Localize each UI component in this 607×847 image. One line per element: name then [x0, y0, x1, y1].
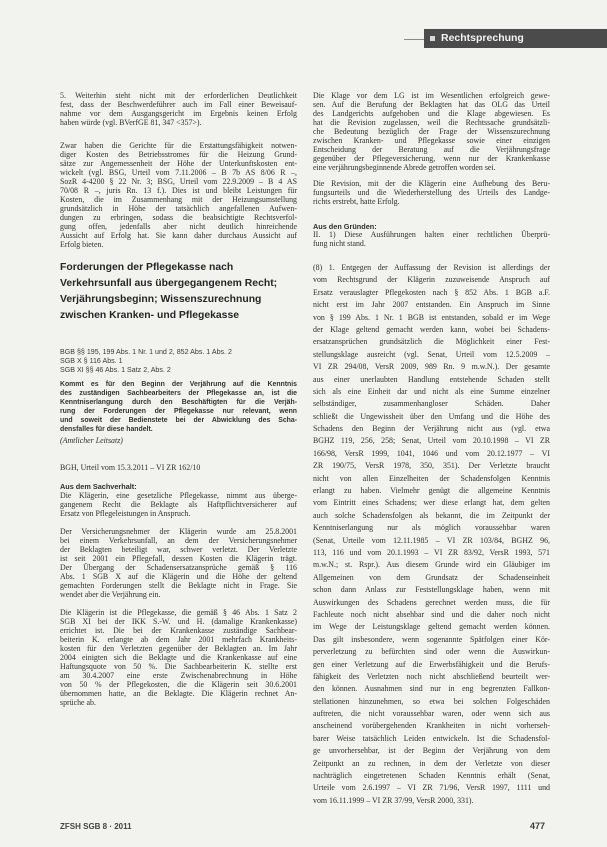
- paragraph-line: Zwar haben die Gerichte für die Erstattungsfähigkeit notwen-: [60, 141, 297, 150]
- section-title: Rechtsprechung: [441, 32, 524, 44]
- paragraph-line: Haftungsquote von 50 %. Die Sachbearbeiterin K. stellte erst: [60, 662, 297, 671]
- heading-line: Forderungen der Pflegekasse nach: [60, 262, 234, 273]
- paragraph-line: von 50 % der Pflegekosten, die die Klägerin seit 30.6.2001: [60, 680, 297, 689]
- paragraph-line: hat die Revision zugelassen, weil die Rechtssache grundsätzli-: [313, 118, 550, 127]
- paragraph-line: Das gilt insbesondere, wenn sogenannte Spätfolgen einer Kör-: [313, 634, 550, 644]
- paragraph-line: nicht erst im Jahr 2007 entstanden. Ein Anspruch im Sinne: [313, 300, 550, 310]
- paragraph-line: auch solche Schadensfolgen als bekannt, die im Zeitpunkt der: [313, 510, 550, 520]
- paragraph-line: der Beklagten beteiligt war, schwer verletzt. Der Verletzte: [60, 545, 297, 554]
- headnote-line: densfalles für diese handelt.: [60, 426, 153, 433]
- paragraph-line: schließt die Ungewissheit über den Umfang und die Höhe des: [313, 411, 550, 421]
- paragraph-line: BGHZ 119, 256, 258; Senat, Urteil vom 20.10.1998 – VI ZR: [313, 436, 550, 446]
- paragraph-line: gen einer Verletzung auf die Erwerbsfähigkeit und die Berufs-: [313, 659, 550, 669]
- left-column: [60, 0, 297, 847]
- paragraph-line: perverletzung zu befürchten sind oder wenn die Auswirkun-: [313, 647, 550, 657]
- body-paragraph: [313, 179, 550, 206]
- paragraph-line: 113, 116 und vom 20.1.1993 – VI ZR 83/92, VersR 1993, 571: [313, 547, 550, 557]
- paragraph-line: zwischen Kranken- und Pflegekasse sowie einer einzigen: [313, 136, 550, 145]
- paragraph-line: Kenntniserlangung nur als möglich voraussehbar waren: [313, 523, 550, 533]
- paragraph-line: Fachleute noch nicht absehbar sind und die daher noch nicht: [313, 609, 550, 619]
- paragraph-line: von § 199 Abs. 1 Nr. 1 BGB ist entstanden, sobald er im Wege: [313, 312, 550, 322]
- facts-paragraph: [60, 527, 297, 599]
- paragraph-line: ist seit 2001 ein Pflegefall, dessen Kosten die Klägerin trägt.: [60, 554, 297, 563]
- paragraph-line: Schadens den Beginn der Verjährung nicht aus (vgl. etwa: [313, 424, 550, 434]
- paragraph-line: 5. Weiterhin steht nicht mit der erforderlichen Deutlichkeit: [60, 91, 297, 100]
- facts-paragraph: [60, 608, 297, 707]
- paragraph-line: übernommen hatte, an die Beklagte. Die Klägerin rechnet An-: [60, 689, 297, 698]
- paragraph-line: auftreten, die nicht voraussehbar waren, oder wenn sich aus: [313, 709, 550, 719]
- paragraph-line: dungen zu erbringen, sodass die beabsichtigte Rechtsverfol-: [60, 213, 297, 222]
- paragraph-line: Abs. 1 SGB X auf die Klägerin und die Höhe der geltend: [60, 572, 297, 581]
- paragraph-line: anscheinend vorübergehenden Krankheiten in nicht vorherseh-: [313, 721, 550, 731]
- paragraph-line: gegenüber der Pflegeversicherung, wenn nur der Krankenkasse: [313, 154, 550, 163]
- intro-paragraph: [60, 91, 297, 127]
- paragraph-line: Allgemeinen von dem Grundsatz der Schadenseinheit: [313, 572, 550, 582]
- paragraph-line: Die Klage vor dem LG ist im Wesentlichen erfolgreich gewe-: [313, 91, 550, 100]
- paragraph-line: gangenem Recht die Beklagte als Haftpflichtversicherer auf: [60, 500, 297, 509]
- paragraph-line: Der Übergang der Schadensersatzansprüche gemäß § 116: [60, 563, 297, 572]
- body-paragraph: [313, 91, 550, 172]
- paragraph-line: sen. Auf die Berufung der Beklagten hat das OLG das Urteil: [313, 100, 550, 109]
- paragraph-line: II. 1) Diese Ausführungen halten einer rechtlichen Überprü-: [313, 230, 550, 239]
- paragraph-line: nicht von allen Einzelheiten der Schadensfolgen Kenntnis: [313, 473, 550, 483]
- reasons-heading: Aus den Gründen:: [313, 222, 377, 231]
- heading-line: Verjährungsbeginn; Wissenszurechnung: [60, 294, 262, 305]
- page-number: 477: [530, 821, 546, 831]
- decision-heading: [60, 260, 297, 324]
- paragraph-line: kosten für den Verletzten gegenüber der Beklagten an. Im Jahr: [60, 644, 297, 653]
- paragraph-line: haben würde (vgl. BVerfGE 81, 347 <357>).: [60, 118, 202, 127]
- paragraph-line: Die Klägerin ist die Pflegekasse, die gemäß § 46 Abs. 1 Satz 2: [60, 608, 297, 617]
- paragraph-line: 166/98, VersR 1999, 1041, 1046 und vom 20.12.1977 – VI: [313, 448, 550, 458]
- paragraph-line: vom Rechtsgrund der Klägerin zuzuweisende Anspruch auf: [313, 275, 550, 285]
- paragraph-line: aus einer unerlaubten Handlung entstehende Schaden stellt: [313, 374, 550, 384]
- paragraph-line: eine verjährungsbeginnende Abrede getroffen worden sei.: [313, 163, 496, 172]
- paragraph-line: sprüche ab.: [60, 698, 96, 707]
- heading-line: Verkehrsunfall aus übergegangenem Recht;: [60, 278, 278, 289]
- paragraph-line: Der Versicherungsnehmer der Klägerin wurde am 25.8.2001: [60, 527, 297, 536]
- facts-heading: Aus dem Sachverhalt:: [60, 482, 137, 491]
- paragraph-line: Ersatz von Pflegeleistungen in Anspruch.: [60, 509, 191, 518]
- journal-footer: ZFSH SGB 8 · 2011: [60, 822, 132, 831]
- paragraph-line: fähigkeit des Verletzten noch nicht abschließend beurteilt wer-: [313, 671, 550, 681]
- paragraph-line: stellationen hinzunehmen, so etwa bei solchen Folgeschäden: [313, 696, 550, 706]
- paragraph-line: 2004 einigten sich die Beklagte und die Krankenkasse auf eine: [60, 653, 297, 662]
- reasons-paragraph: [313, 262, 550, 807]
- paragraph-line: ersatzansprüchen grundsätzlich die Möglichkeit einer Fest-: [313, 337, 550, 347]
- facts-paragraph: [60, 491, 297, 518]
- paragraph-line: Auswirkungen des Schadens gerechnet werden muss, die für: [313, 597, 550, 607]
- paragraph-line: beiterin K. erlangte ab dem Jahr 2001 mehrfach Krankheits-: [60, 635, 297, 644]
- paragraph-line: sätze zur Angemessenheit der Höhe der Unterkunftskosten ent-: [60, 159, 297, 168]
- paragraph-line: Kosten, die im Zusammenhang mit der Heizungsumstellung: [60, 195, 297, 204]
- paragraph-line: Die Revision, mit der die Klägerin eine Aufhebung des Beru-: [313, 179, 550, 188]
- paragraph-line: stellungsklage ausreicht (vgl. Senat, Urteil vom 12.5.2009 –: [313, 349, 550, 359]
- headnote-line: rung der Forderungen der Pflegekasse nur relevant, wenn: [60, 408, 297, 415]
- paragraph-line: Aussicht auf Erfolg hat. Sie kann daher durchaus Aussicht auf: [60, 231, 297, 240]
- headnote-line: Kenntniserlangung durch den Beschäftigten für die Verjäh-: [60, 399, 297, 406]
- paragraph-line: richts erstrebt, hatte Erfolg.: [313, 197, 400, 206]
- paragraph-line: ge unvorhersehbar, ist der Beginn der Verjährung von dem: [313, 746, 550, 756]
- paragraph-line: fungsurteils und die Wiederherstellung des Urteils des Landge-: [313, 188, 550, 197]
- paragraph-line: schon dann Anlass zur Feststellungsklage haben, wenn mit: [313, 585, 550, 595]
- paragraph-line: der Klage geltend gemacht werden kann, wobei bei Schadens-: [313, 324, 550, 334]
- norm-line: SGB X § 116 Abs. 1: [60, 357, 123, 365]
- norm-line: SGB XI §§ 46 Abs. 1 Satz 2, Abs. 2: [60, 366, 171, 374]
- paragraph-line: im Wege der Leistungsklage geltend gemacht werden können.: [313, 622, 550, 632]
- norm-line: BGB §§ 195, 199 Abs. 1 Nr. 1 und 2, 852 Abs. 1 Abs. 2: [60, 348, 232, 356]
- paragraph-line: (8) 1. Entgegen der Auffassung der Revision ist allerdings der: [313, 263, 550, 272]
- headnote-line: und soweit der Bedienstete bei der Abwicklung des Scha-: [60, 417, 297, 424]
- paragraph-line: gemachten Forderungen stellt die Beklagte nicht in Frage. Sie: [60, 581, 297, 590]
- paragraph-line: Zeitpunkt an zu rechnen, in dem der Verletzte von dieser: [313, 758, 550, 768]
- paragraph-line: fung nicht stand.: [313, 239, 366, 248]
- paragraph-line: Urteile vom 2.6.1997 – VI ZR 71/96, VersR 1997, 1111 und: [313, 783, 550, 793]
- paragraph-line: m.w.N.; st. Rspr.). Aus diesem Grunde wird ein Gläubiger im: [313, 560, 550, 570]
- paragraph-line: selbständiger, zusammenhangloser Schäden. Daher: [313, 399, 550, 409]
- paragraph-line: erlangt zu haben. Vielmehr genügt die allgemeine Kenntnis: [313, 486, 550, 496]
- paragraph-line: Entscheidung der Beratung auf die Verjährungsfrage: [313, 145, 550, 154]
- paragraph-line: barer Weise tatsächlich Leiden entwickeln. Ist die Schadensfol-: [313, 733, 550, 743]
- heading-line: zwischen Kranken- und Pflegekasse: [60, 310, 240, 321]
- paragraph-line: (Senat, Urteile vom 12.11.1985 – VI ZR 103/84, BGHZ 96,: [313, 535, 550, 545]
- paragraph-line: grundsätzlich in Höhe der tatsächlich angefallenen Aufwen-: [60, 204, 297, 213]
- paragraph-line: vom 16.11.1999 – VI ZR 37/99, VersR 2000, 331).: [313, 795, 474, 805]
- paragraph-line: Erfolg bieten.: [60, 240, 104, 249]
- paragraph-line: SGB XI bei der IKK S.-W. und H. (damalige Krankenkasse): [60, 617, 297, 626]
- paragraph-line: des Landgerichts aufgehoben und die Klage abgewiesen. Es: [313, 109, 550, 118]
- paragraph-line: 70/08 R –, juris Rn. 13 f.). Dies ist und bleibt Leistungen für: [60, 186, 297, 195]
- right-column: [313, 0, 550, 847]
- headnote-source: (Amtlicher Leitsatz): [60, 436, 123, 445]
- headnote: [60, 380, 297, 434]
- paragraph-line: che Bedeutung bezüglich der Frage der Wissenszurechnung: [313, 127, 550, 136]
- paragraph-line: am 30.4.2007 eine erste Zwischenabrechnung in Höhe: [60, 671, 297, 680]
- paragraph-line: diger Kosten des Betriebsstromes für die Heizung Grund-: [60, 150, 297, 159]
- headnote-line: Kommt es für den Beginn der Verjährung auf die Kenntnis: [60, 381, 297, 388]
- intro-paragraph: [60, 141, 297, 249]
- paragraph-line: ZR 190/75, VersR 1978, 350, 351). Der Verletzte braucht: [313, 461, 550, 471]
- paragraph-line: Ersatz verauslagter Pflegekosten nach § 852 Abs. 1 BGB a.F.: [313, 287, 550, 297]
- paragraph-line: sich als eine Einheit dar und nicht als eine Summe einzelner: [313, 386, 550, 396]
- headnote-line: des zuständigen Sachbearbeiters der Pflegekasse an, ist die: [60, 390, 297, 397]
- paragraph-line: errichtet ist. Die bei der Krankenkasse zuständige Sachbear-: [60, 626, 297, 635]
- paragraph-line: gung offen, jedenfalls aber nicht deutlich hinreichende: [60, 222, 297, 231]
- paragraph-line: wickelt (vgl. BSG, Urteil vom 7.11.2006 – B 7b AS 8/06 R –,: [60, 168, 297, 177]
- paragraph-line: bei einem Verkehrsunfall, an dem der Versicherungsnehmer: [60, 536, 297, 545]
- paragraph-line: vom Eintritt eines Schadens; wer diese erlangt hat, dem gelten: [313, 498, 550, 508]
- decision-citation: BGH, Urteil vom 15.3.2011 – VI ZR 162/10: [60, 463, 201, 472]
- paragraph-line: nachträglich eingetretenen Schaden Kenntnis erhält (Senat,: [313, 771, 550, 781]
- paragraph-line: Die Klägerin, eine gesetzliche Pflegekasse, nimmt aus überge-: [60, 491, 297, 500]
- paragraph-line: VI ZR 294/08, VersR 2009, 989 Rn. 9 m.w.N.). Der gesamte: [313, 362, 550, 372]
- paragraph-line: SozR 4-4200 § 22 Nr. 3; BSG, Urteil vom 22.9.2009 – B 4 AS: [60, 177, 297, 186]
- norms-list: [60, 348, 297, 375]
- paragraph-line: den können. Ausnahmen sind nur in eng begrenzten Fallkon-: [313, 684, 550, 694]
- reasons-paragraph: [313, 230, 550, 248]
- paragraph-line: nahme vor dem Ausgangsgericht im Ergebnis keinen Erfolg: [60, 109, 297, 118]
- paragraph-line: wendet aber die Verjährung ein.: [60, 590, 161, 599]
- paragraph-line: fest, dass der Beschwerdeführer auch im Fall einer Beweisauf-: [60, 100, 297, 109]
